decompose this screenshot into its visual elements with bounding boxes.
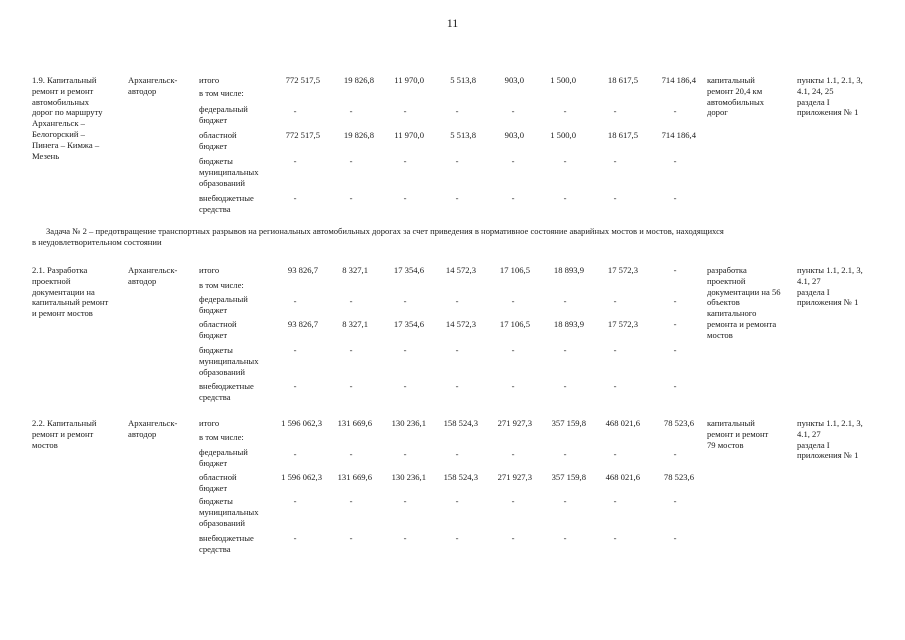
value-cell: 130 236,1 — [391, 472, 426, 482]
value-cell: - — [511, 449, 515, 459]
value-cell: 93 826,7 — [287, 265, 318, 275]
value-cell: 271 927,3 — [497, 472, 532, 482]
value-cell: - — [673, 345, 677, 355]
value-cell: - — [455, 106, 459, 116]
value-cell: 772 517,5 — [285, 130, 320, 140]
executor: Архангельск- автодор — [128, 418, 178, 439]
value-cell: - — [293, 156, 297, 166]
value-cell: - — [563, 156, 567, 166]
value-cell: 19 826,8 — [343, 75, 374, 85]
value-cell: - — [511, 156, 515, 166]
value-cell: - — [293, 296, 297, 306]
value-cell: - — [455, 449, 459, 459]
value-cell: 17 106,5 — [499, 265, 530, 275]
value-cell: - — [511, 345, 515, 355]
value-cell: - — [673, 449, 677, 459]
source-itogo: итого — [199, 75, 220, 85]
value-cell: 19 826,8 — [343, 130, 374, 140]
value-cell: 468 021,6 — [605, 418, 640, 428]
source-federal: федеральный бюджет — [199, 104, 248, 125]
expected-result: капитальный ремонт и ремонт 79 мостов — [707, 418, 769, 450]
source-vtom: в том числе: — [199, 280, 244, 290]
value-cell: - — [403, 106, 407, 116]
value-cell: 714 186,4 — [661, 130, 696, 140]
indicator-points: пункты 1.1, 2.1, 3, 4.1, 24, 25 раздела I приложения № 1 — [797, 75, 863, 118]
value-cell: - — [613, 381, 617, 391]
value-cell: - — [455, 193, 459, 203]
source-itogo: итого — [199, 265, 220, 275]
page-number: 11 — [446, 16, 459, 30]
value-cell: - — [455, 496, 459, 506]
value-cell: - — [613, 106, 617, 116]
source-itogo: итого — [199, 418, 220, 428]
value-cell: 5 513,8 — [450, 130, 476, 140]
value-cell: - — [293, 381, 297, 391]
executor: Архангельск- автодор — [128, 75, 178, 96]
value-cell: - — [403, 345, 407, 355]
value-cell: - — [455, 345, 459, 355]
value-cell: 18 893,9 — [553, 319, 584, 329]
value-cell: 1 500,0 — [550, 75, 576, 85]
source-extrabudget: внебюджетные средства — [199, 193, 254, 214]
executor: Архангельск- автодор — [128, 265, 178, 286]
value-cell: - — [563, 381, 567, 391]
indicator-points: пункты 1.1, 2.1, 3, 4.1, 27 раздела I приложения № 1 — [797, 418, 863, 461]
value-cell: - — [403, 296, 407, 306]
value-cell: - — [613, 345, 617, 355]
value-cell: 17 354,6 — [393, 319, 424, 329]
source-municipal: бюджеты муниципальных образований — [199, 345, 259, 377]
value-cell: - — [563, 193, 567, 203]
value-cell: 271 927,3 — [497, 418, 532, 428]
value-cell: 8 327,1 — [342, 265, 368, 275]
value-cell: - — [613, 496, 617, 506]
value-cell: 17 354,6 — [393, 265, 424, 275]
value-cell: 1 596 062,3 — [281, 418, 322, 428]
value-cell: - — [511, 381, 515, 391]
value-cell: 93 826,7 — [287, 319, 318, 329]
value-cell: 357 159,8 — [551, 472, 586, 482]
value-cell: - — [349, 193, 353, 203]
value-cell: - — [293, 106, 297, 116]
value-cell: - — [511, 296, 515, 306]
expected-result: разработка проектной документации на 56 объектов капитального ремонта и ремонта мостов — [707, 265, 781, 340]
value-cell: - — [349, 533, 353, 543]
value-cell: - — [563, 449, 567, 459]
value-cell: 131 669,6 — [337, 418, 372, 428]
value-cell: - — [673, 496, 677, 506]
source-vtom: в том числе: — [199, 432, 244, 442]
value-cell: 357 159,8 — [551, 418, 586, 428]
value-cell: 8 327,1 — [342, 319, 368, 329]
value-cell: - — [511, 106, 515, 116]
value-cell: - — [403, 381, 407, 391]
value-cell: - — [349, 106, 353, 116]
value-cell: - — [511, 496, 515, 506]
source-municipal: бюджеты муниципальных образований — [199, 156, 259, 188]
value-cell: 131 669,6 — [337, 472, 372, 482]
source-municipal: бюджеты муниципальных образований — [199, 496, 259, 528]
value-cell: - — [349, 345, 353, 355]
value-cell: 17 572,3 — [607, 265, 638, 275]
value-cell: - — [613, 296, 617, 306]
value-cell: - — [403, 449, 407, 459]
value-cell: - — [349, 496, 353, 506]
activity-name: 1.9. Капитальный ремонт и ремонт автомобильных дорог по маршруту Архангельск – Белогорский – Пинега – Кимжа – Мезень — [32, 75, 103, 161]
source-vtom: в том числе: — [199, 88, 244, 98]
source-extrabudget: внебюджетные средства — [199, 533, 254, 554]
value-cell: 18 617,5 — [607, 75, 638, 85]
value-cell: - — [673, 265, 677, 275]
value-cell: 1 500,0 — [550, 130, 576, 140]
value-cell: - — [293, 496, 297, 506]
value-cell: - — [511, 193, 515, 203]
value-cell: 18 617,5 — [607, 130, 638, 140]
value-cell: - — [563, 296, 567, 306]
value-cell: 78 523,6 — [663, 418, 694, 428]
value-cell: - — [563, 345, 567, 355]
value-cell: - — [403, 496, 407, 506]
source-federal: федеральный бюджет — [199, 294, 248, 315]
value-cell: - — [673, 319, 677, 329]
value-cell: - — [403, 156, 407, 166]
value-cell: 158 524,3 — [443, 472, 478, 482]
value-cell: 17 572,3 — [607, 319, 638, 329]
task-2-heading: Задача № 2 – предотвращение транспортных разрывов на региональных автомобильных дорогах за счет приведения в нормативное состояние аварийных мостов и мостов, находящихся в неудовлетворительном состоянии — [32, 226, 724, 247]
source-regional: областной бюджет — [199, 319, 237, 340]
value-cell: - — [455, 381, 459, 391]
value-cell: - — [673, 533, 677, 543]
value-cell: 18 893,9 — [553, 265, 584, 275]
value-cell: 468 021,6 — [605, 472, 640, 482]
value-cell: - — [511, 533, 515, 543]
value-cell: - — [293, 449, 297, 459]
activity-name: 2.1. Разработка проектной документации на капитальный ремонт и ремонт мостов — [32, 265, 109, 319]
value-cell: - — [563, 533, 567, 543]
value-cell: 17 106,5 — [499, 319, 530, 329]
value-cell: 11 970,0 — [394, 130, 424, 140]
value-cell: - — [613, 193, 617, 203]
value-cell: - — [455, 533, 459, 543]
value-cell: - — [673, 381, 677, 391]
value-cell: 14 572,3 — [445, 265, 476, 275]
value-cell: 903,0 — [504, 75, 524, 85]
value-cell: 158 524,3 — [443, 418, 478, 428]
source-regional: областной бюджет — [199, 472, 237, 493]
value-cell: 5 513,8 — [450, 75, 476, 85]
value-cell: 130 236,1 — [391, 418, 426, 428]
value-cell: - — [403, 533, 407, 543]
value-cell: - — [455, 156, 459, 166]
value-cell: 78 523,6 — [663, 472, 694, 482]
value-cell: - — [673, 106, 677, 116]
value-cell: - — [563, 496, 567, 506]
value-cell: - — [563, 106, 567, 116]
value-cell: 14 572,3 — [445, 319, 476, 329]
value-cell: - — [349, 381, 353, 391]
value-cell: - — [613, 533, 617, 543]
value-cell: - — [673, 156, 677, 166]
value-cell: - — [349, 296, 353, 306]
value-cell: - — [673, 296, 677, 306]
value-cell: - — [293, 533, 297, 543]
value-cell: - — [403, 193, 407, 203]
source-extrabudget: внебюджетные средства — [199, 381, 254, 402]
value-cell: 903,0 — [504, 130, 524, 140]
value-cell: - — [293, 193, 297, 203]
value-cell: - — [613, 156, 617, 166]
source-federal: федеральный бюджет — [199, 447, 248, 468]
value-cell: 11 970,0 — [394, 75, 424, 85]
indicator-points: пункты 1.1, 2.1, 3, 4.1, 27 раздела I приложения № 1 — [797, 265, 863, 308]
value-cell: - — [613, 449, 617, 459]
source-regional: областной бюджет — [199, 130, 237, 151]
value-cell: 1 596 062,3 — [281, 472, 322, 482]
activity-name: 2.2. Капитальный ремонт и ремонт мостов — [32, 418, 97, 450]
value-cell: - — [349, 449, 353, 459]
value-cell: 714 186,4 — [661, 75, 696, 85]
value-cell: - — [349, 156, 353, 166]
value-cell: - — [293, 345, 297, 355]
value-cell: 772 517,5 — [285, 75, 320, 85]
value-cell: - — [673, 193, 677, 203]
expected-result: капитальный ремонт 20,4 км автомобильных дорог — [707, 75, 765, 118]
value-cell: - — [455, 296, 459, 306]
